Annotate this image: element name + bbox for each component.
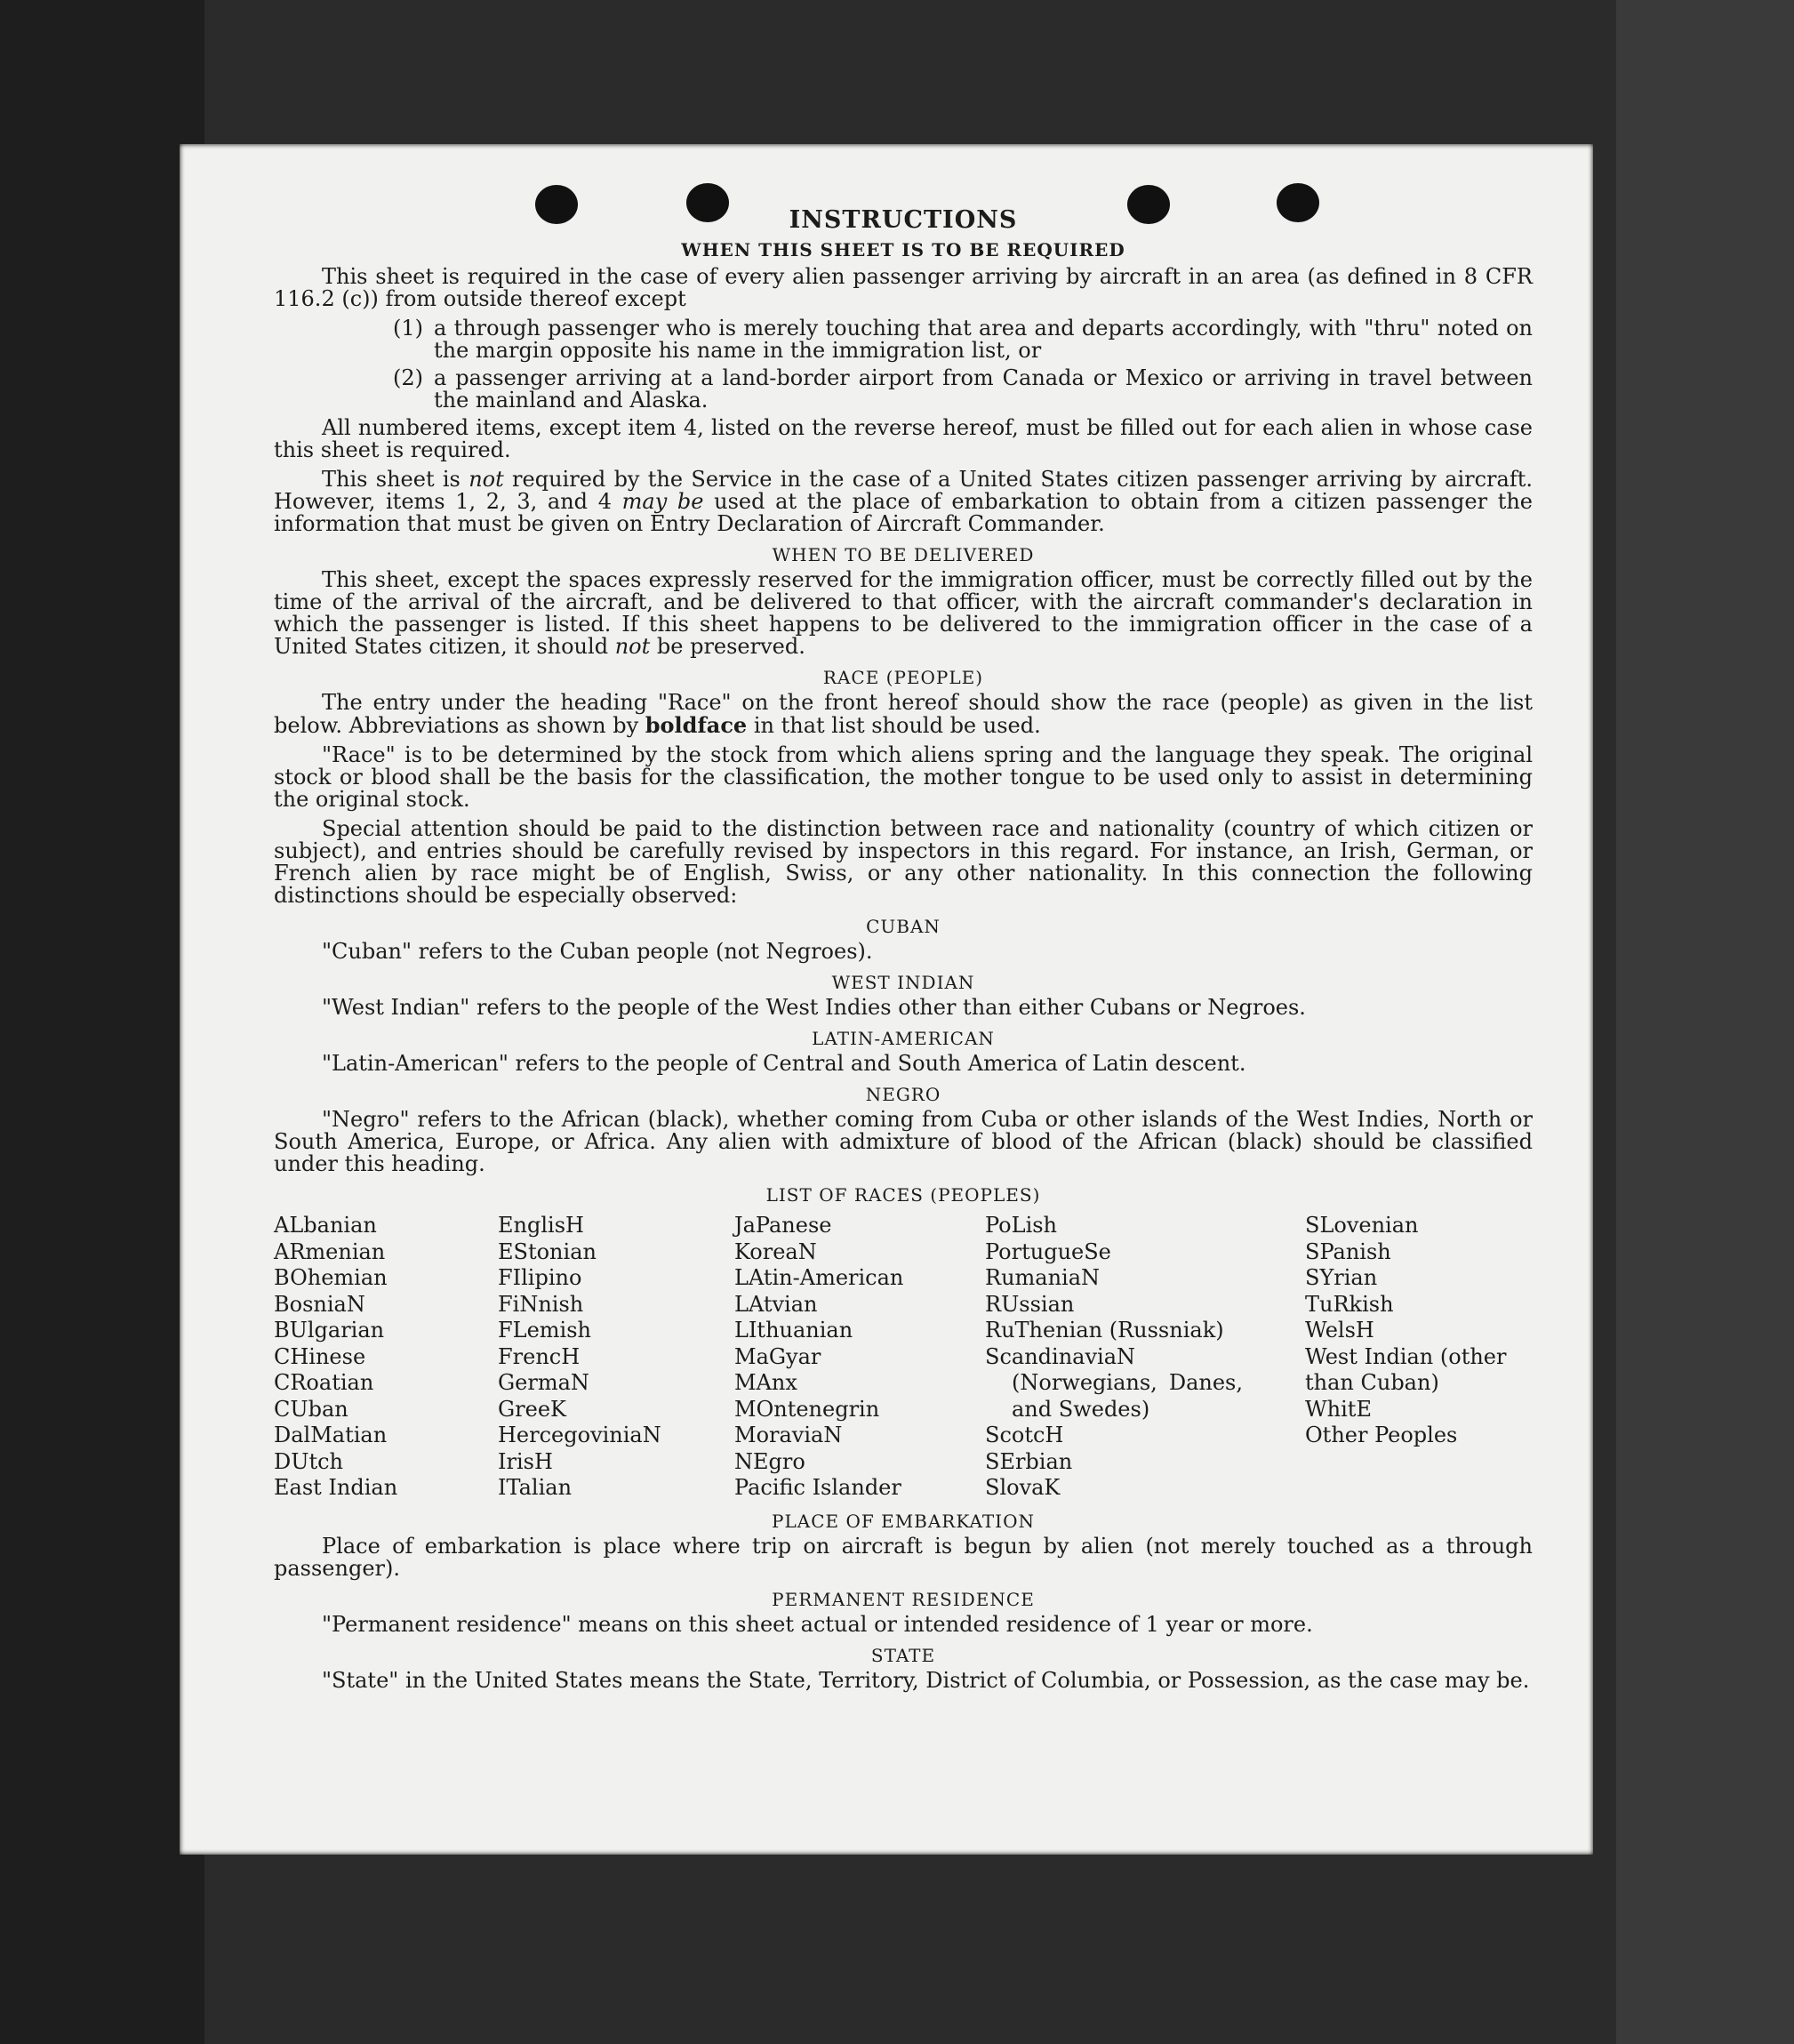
race-entry: SErbian [985, 1448, 1073, 1474]
race-entry: FLemish [498, 1318, 591, 1343]
document-sheet [180, 144, 1593, 1855]
exception-number: (1) [393, 316, 423, 341]
emphasis-text: not [469, 467, 504, 492]
section-heading-delivered: WHEN TO BE DELIVERED [772, 544, 1035, 565]
section-heading-cuban: CUBAN [866, 916, 941, 937]
races-list-title: LIST OF RACES (PEOPLES) [765, 1184, 1041, 1206]
exception-item [274, 367, 1533, 412]
race-entry: CHinese [274, 1343, 366, 1369]
race-paragraph: Special attention should be paid to the distinction between race and nationality (country of which citizen or subject), and entries should be carefully revised by inspectors in this regard. For instance, an Irish, German, or French alien by race might be of English, Swiss, or any other nationality. In this connection the following distinctions should be especially observed: [274, 816, 1533, 908]
race-entry: MOntenegrin [734, 1396, 880, 1422]
race-entry: CRoatian [274, 1370, 374, 1395]
text-run: required by the Service in the case of a United States citizen passenger arriving by aircraft. However, items 1, 2, 3, and 4 [274, 467, 1533, 514]
exception-text: a through passenger who is merely touching that area and departs accordingly, with "thru" noted on the margin opposite his name in the immigration list, or [434, 316, 1533, 363]
race-column [1305, 1213, 1533, 1502]
race-entry: East Indian [274, 1475, 398, 1500]
race-paragraph: "Race" is to be determined by the stock from which aliens spring and the language they speak. The original stock or blood shall be the basis for the classification, the mother tongue to be used only to assist in determining the original stock. [274, 742, 1533, 812]
race-entry: GreeK [498, 1396, 566, 1422]
race-entry: Pacific Islander [734, 1475, 901, 1500]
race-entry: WhitE [1305, 1396, 1372, 1422]
races-list [274, 1213, 1533, 1502]
race-entry: BUlgarian [274, 1318, 385, 1343]
state-definition: "State" in the United States means the State, Territory, District of Columbia, or Possession, as the case may be. [322, 1667, 1530, 1693]
race-entry: LAtvian [734, 1291, 818, 1317]
race-entry: BosniaN [274, 1291, 365, 1317]
section-heading-race: RACE (PEOPLE) [822, 667, 984, 688]
race-entry: DUtch [274, 1448, 344, 1474]
race-entry: FiNnish [498, 1291, 584, 1317]
race-entry: HercegoviniaN [498, 1423, 661, 1447]
text-run: This sheet is [322, 467, 469, 492]
latin-american-definition: "Latin-American" refers to the people of Central and South America of Latin descent. [322, 1051, 1246, 1076]
bold-text: boldface [645, 712, 748, 738]
race-entry: CUban [274, 1396, 348, 1422]
race-entry: EStonian [498, 1238, 597, 1264]
race-entry: Other Peoples [1305, 1423, 1458, 1447]
race-entry: RumaniaN [985, 1265, 1101, 1290]
race-entry: SPanish [1305, 1238, 1391, 1264]
race-entry: RuThenian (Russniak) [985, 1318, 1224, 1343]
exception-text: a passenger arriving at a land-border airport from Canada or Mexico or arriving in travel between the mainland and Alaska. [434, 365, 1533, 413]
embarkation-definition: Place of embarkation is place where trip on aircraft is begun by alien (not merely touched as a through passenger). [274, 1533, 1533, 1581]
text-run: used at the place of embarkation to obtain from a citizen passenger the information that must be given on Entry Declaration of Aircraft Commander. [274, 489, 1533, 536]
citizen-paragraph [274, 469, 1533, 535]
race-entry: LIthuanian [734, 1318, 853, 1343]
emphasis-text: not [614, 634, 651, 659]
exception-number: (2) [393, 365, 423, 390]
race-entry: West Indian (other than Cuban) [1305, 1343, 1507, 1395]
race-entry: IrisH [498, 1448, 553, 1474]
page-title: INSTRUCTIONS [789, 206, 1018, 234]
race-entry: TuRkish [1305, 1291, 1394, 1317]
race-entry: RUssian [985, 1291, 1075, 1317]
race-entry: BOhemian [274, 1265, 388, 1290]
exception-item [274, 317, 1533, 362]
race-entry: WelsH [1305, 1318, 1374, 1343]
section-heading-west-indian: WEST INDIAN [831, 972, 975, 993]
negro-definition: "Negro" refers to the African (black), whether coming from Cuba or other islands of the West Indies, North or South America, Europe, or Africa. Any alien with admixture of blood of the African (black) should be classified under this heading. [274, 1107, 1533, 1176]
race-entry: GermaN [498, 1370, 589, 1395]
race-entry: ScotcH [985, 1423, 1064, 1447]
race-entry: LAtin-American [734, 1265, 904, 1290]
race-entry: JaPanese [734, 1213, 832, 1238]
delivered-paragraph [274, 569, 1533, 658]
residence-definition: "Permanent residence" means on this sheet actual or intended residence of 1 year or more. [322, 1611, 1313, 1637]
text-run: in that list should be used. [747, 713, 1041, 738]
race-entry: DalMatian [274, 1423, 388, 1447]
race-entry: MoraviaN [734, 1423, 843, 1447]
required-paragraph: All numbered items, except item 4, listed on the reverse hereof, must be filled out for each alien in whose case this sheet is required. [274, 415, 1533, 462]
section-heading-required: WHEN THIS SHEET IS TO BE REQUIRED [681, 239, 1125, 261]
race-column [498, 1213, 734, 1502]
section-heading-latin-american: LATIN-AMERICAN [812, 1028, 995, 1049]
scan-border-left [0, 0, 204, 2044]
cuban-definition: "Cuban" refers to the Cuban people (not Negroes). [322, 939, 873, 964]
race-entry: NEgro [734, 1448, 805, 1474]
race-entry: ALbanian [274, 1213, 377, 1238]
document-body [274, 206, 1533, 1699]
emphasis-text: may be [621, 489, 704, 514]
race-entry: KoreaN [734, 1238, 817, 1264]
race-entry: SlovaK [985, 1475, 1061, 1500]
text-run: The entry under the heading "Race" on the front hereof should show the race (people) as given in the list below. Abbreviations as shown by [274, 690, 1533, 738]
race-column [985, 1213, 1243, 1502]
race-entry: FIlipino [498, 1265, 582, 1290]
race-column [274, 1213, 498, 1502]
scan-border-right [1616, 0, 1794, 2044]
section-heading-negro: NEGRO [865, 1084, 941, 1105]
text-run: be preserved. [650, 634, 805, 659]
race-entry: ARmenian [274, 1238, 386, 1264]
section-heading-state: STATE [870, 1644, 936, 1666]
race-entry: EnglisH [498, 1213, 584, 1238]
race-entry: ScandinaviaN (Norwegians, Danes, and Swedes) [985, 1343, 1243, 1422]
race-entry: PortugueSe [985, 1238, 1111, 1264]
race-entry: MAnx [734, 1370, 797, 1395]
race-entry: PoLish [985, 1213, 1058, 1238]
race-entry: SLovenian [1305, 1213, 1419, 1238]
required-intro: This sheet is required in the case of every alien passenger arriving by aircraft in an area (as defined in 8 CFR 116.2 (c)) from outside thereof except [274, 264, 1533, 311]
race-entry: MaGyar [734, 1343, 821, 1369]
race-paragraph [274, 692, 1533, 737]
section-heading-embarkation: PLACE OF EMBARKATION [772, 1510, 1035, 1532]
race-entry: SYrian [1305, 1265, 1378, 1290]
race-entry: ITalian [498, 1475, 573, 1500]
race-column [734, 1213, 985, 1502]
text-run: This sheet, except the spaces expressly reserved for the immigration officer, must be correctly filled out by the time of the arrival of the aircraft, and be delivered to that officer, with the aircraft commander's declaration in which the passenger is listed. If this sheet happens to be delivered to the immigration officer in the case of a United States citizen, it should [274, 567, 1533, 659]
race-entry: FrencH [498, 1343, 581, 1369]
section-heading-residence: PERMANENT RESIDENCE [772, 1588, 1035, 1610]
west-indian-definition: "West Indian" refers to the people of the West Indies other than either Cubans or Negroes. [322, 995, 1306, 1020]
